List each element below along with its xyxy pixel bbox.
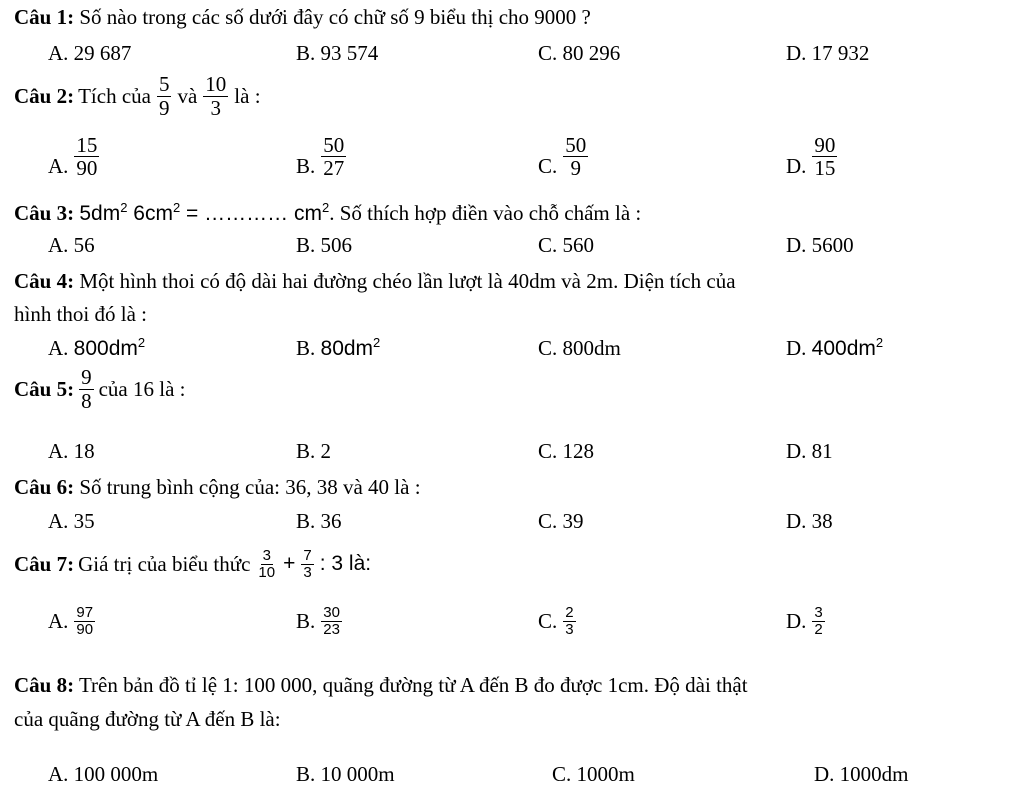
q2-option-d[interactable] [786, 134, 839, 179]
question-text: Giá trị của biểu thức [78, 552, 251, 576]
fraction: $\frac{30}{23}$ [323, 603, 340, 638]
q4-option-d[interactable]: D. $400dm^2$ [786, 335, 884, 360]
question-text: Số trung bình cộng của: 36, 38 và 40 là : [79, 475, 421, 499]
question-1 [14, 4, 591, 30]
question-text: Một hình thoi có độ dài hai đường chéo lần lượt là 40dm và 2m. Diện tích của [79, 269, 736, 293]
q8-option-b[interactable]: B. 10 000m [296, 762, 395, 786]
question-label: Câu 7: [14, 552, 75, 576]
q6-option-c[interactable]: C. 39 [538, 509, 584, 533]
q8-option-a[interactable]: A. 100 000m [48, 762, 159, 786]
question-text: . Số thích hợp điền vào chỗ chấm là : [329, 201, 642, 225]
q2-option-c[interactable] [538, 134, 590, 179]
fraction: $\frac{50}{9}$ [565, 133, 587, 181]
fraction: $\frac{15}{90}$ [76, 133, 98, 181]
question-text: Tích của [78, 84, 151, 108]
fraction: $\frac{3}{2}$ [814, 603, 823, 638]
q6-option-d[interactable]: D. 38 [786, 509, 833, 533]
question-3 [14, 200, 641, 227]
option-letter: D. [786, 154, 807, 179]
q1-option-a[interactable]: A. 29 687 [48, 41, 132, 65]
q4-option-b[interactable]: B. $80dm^2$ [296, 335, 381, 360]
q3-option-d[interactable]: D. 5600 [786, 233, 854, 257]
fraction: $\frac{3}{10}$ [258, 546, 276, 581]
question-label: Câu 4: [14, 269, 75, 293]
fraction: $\frac{90}{15}$ [814, 133, 836, 181]
connector-text: và [177, 84, 198, 108]
question-label: Câu 6: [14, 475, 75, 499]
q2-option-b[interactable] [296, 134, 348, 179]
q4-option-c[interactable]: C. 800dm [538, 336, 621, 360]
expression: $5dm^2$ $6cm^2$ = ………… $cm^2$ [79, 200, 330, 225]
fraction: $\frac{10}{3}$ [205, 72, 227, 120]
question-label: Câu 1: [14, 5, 75, 29]
q2-option-a[interactable] [48, 134, 101, 179]
question-label: Câu 5: [14, 377, 75, 401]
question-text: của 16 là : [98, 377, 186, 401]
question-5 [14, 362, 185, 416]
fraction: $\frac{5}{9}$ [158, 72, 170, 120]
plus-sign: + [283, 552, 296, 575]
question-2 [14, 70, 261, 122]
q6-option-b[interactable]: B. 36 [296, 509, 342, 533]
question-6 [14, 474, 421, 500]
option-letter: B. [296, 154, 316, 179]
q5-option-a[interactable]: A. 18 [48, 439, 95, 463]
q5-option-c[interactable]: C. 128 [538, 439, 595, 463]
question-8-continued: của quãng đường từ A đến B là: [14, 707, 281, 731]
question-text: Số nào trong các số dưới đây có chữ số 9 biểu thị cho 9000 ? [79, 5, 591, 29]
question-8 [14, 672, 748, 698]
q5-option-b[interactable]: B. 2 [296, 439, 332, 463]
q1-option-b[interactable]: B. 93 574 [296, 41, 379, 65]
q7-option-c[interactable]: C. $\frac{2}{3}$ [538, 603, 574, 638]
question-label: Câu 3: [14, 201, 75, 225]
q7-option-a[interactable]: A. $\frac{97}{90}$ [48, 603, 94, 638]
q1-option-c[interactable]: C. 80 296 [538, 41, 621, 65]
q8-option-d[interactable]: D. 1000dm [814, 762, 909, 786]
q7-option-d[interactable]: D. $\frac{3}{2}$ [786, 603, 823, 638]
q3-option-a[interactable]: A. 56 [48, 233, 95, 257]
question-4 [14, 268, 736, 294]
fraction: $\frac{9}{8}$ [81, 365, 92, 413]
q1-option-d[interactable]: D. 17 932 [786, 41, 870, 65]
q4-option-a[interactable]: A. $800dm^2$ [48, 335, 146, 360]
option-letter: C. [538, 154, 558, 179]
q5-option-d[interactable]: D. 81 [786, 439, 833, 463]
question-7 [14, 540, 371, 588]
q7-option-b[interactable]: B. $\frac{30}{23}$ [296, 603, 340, 638]
question-label: Câu 8: [14, 673, 75, 697]
fraction: $\frac{97}{90}$ [76, 603, 94, 638]
q3-option-b[interactable]: B. 506 [296, 233, 353, 257]
question-4-continued: hình thoi đó là : [14, 302, 147, 326]
question-label: Câu 2: [14, 84, 75, 108]
q3-option-c[interactable]: C. 560 [538, 233, 595, 257]
question-text-end: là : [234, 84, 261, 108]
question-text: Trên bản đồ tỉ lệ 1: 100 000, quãng đường từ A đến B đo được 1cm. Độ dài thật [78, 673, 748, 697]
fraction: $\frac{7}{3}$ [303, 546, 312, 581]
question-text-end: : 3 là: [319, 552, 372, 575]
q8-option-c[interactable]: C. 1000m [552, 762, 635, 786]
option-letter: A. [48, 154, 69, 179]
fraction: $\frac{50}{27}$ [323, 133, 345, 181]
fraction: $\frac{2}{3}$ [565, 603, 574, 638]
q6-option-a[interactable]: A. 35 [48, 509, 95, 533]
